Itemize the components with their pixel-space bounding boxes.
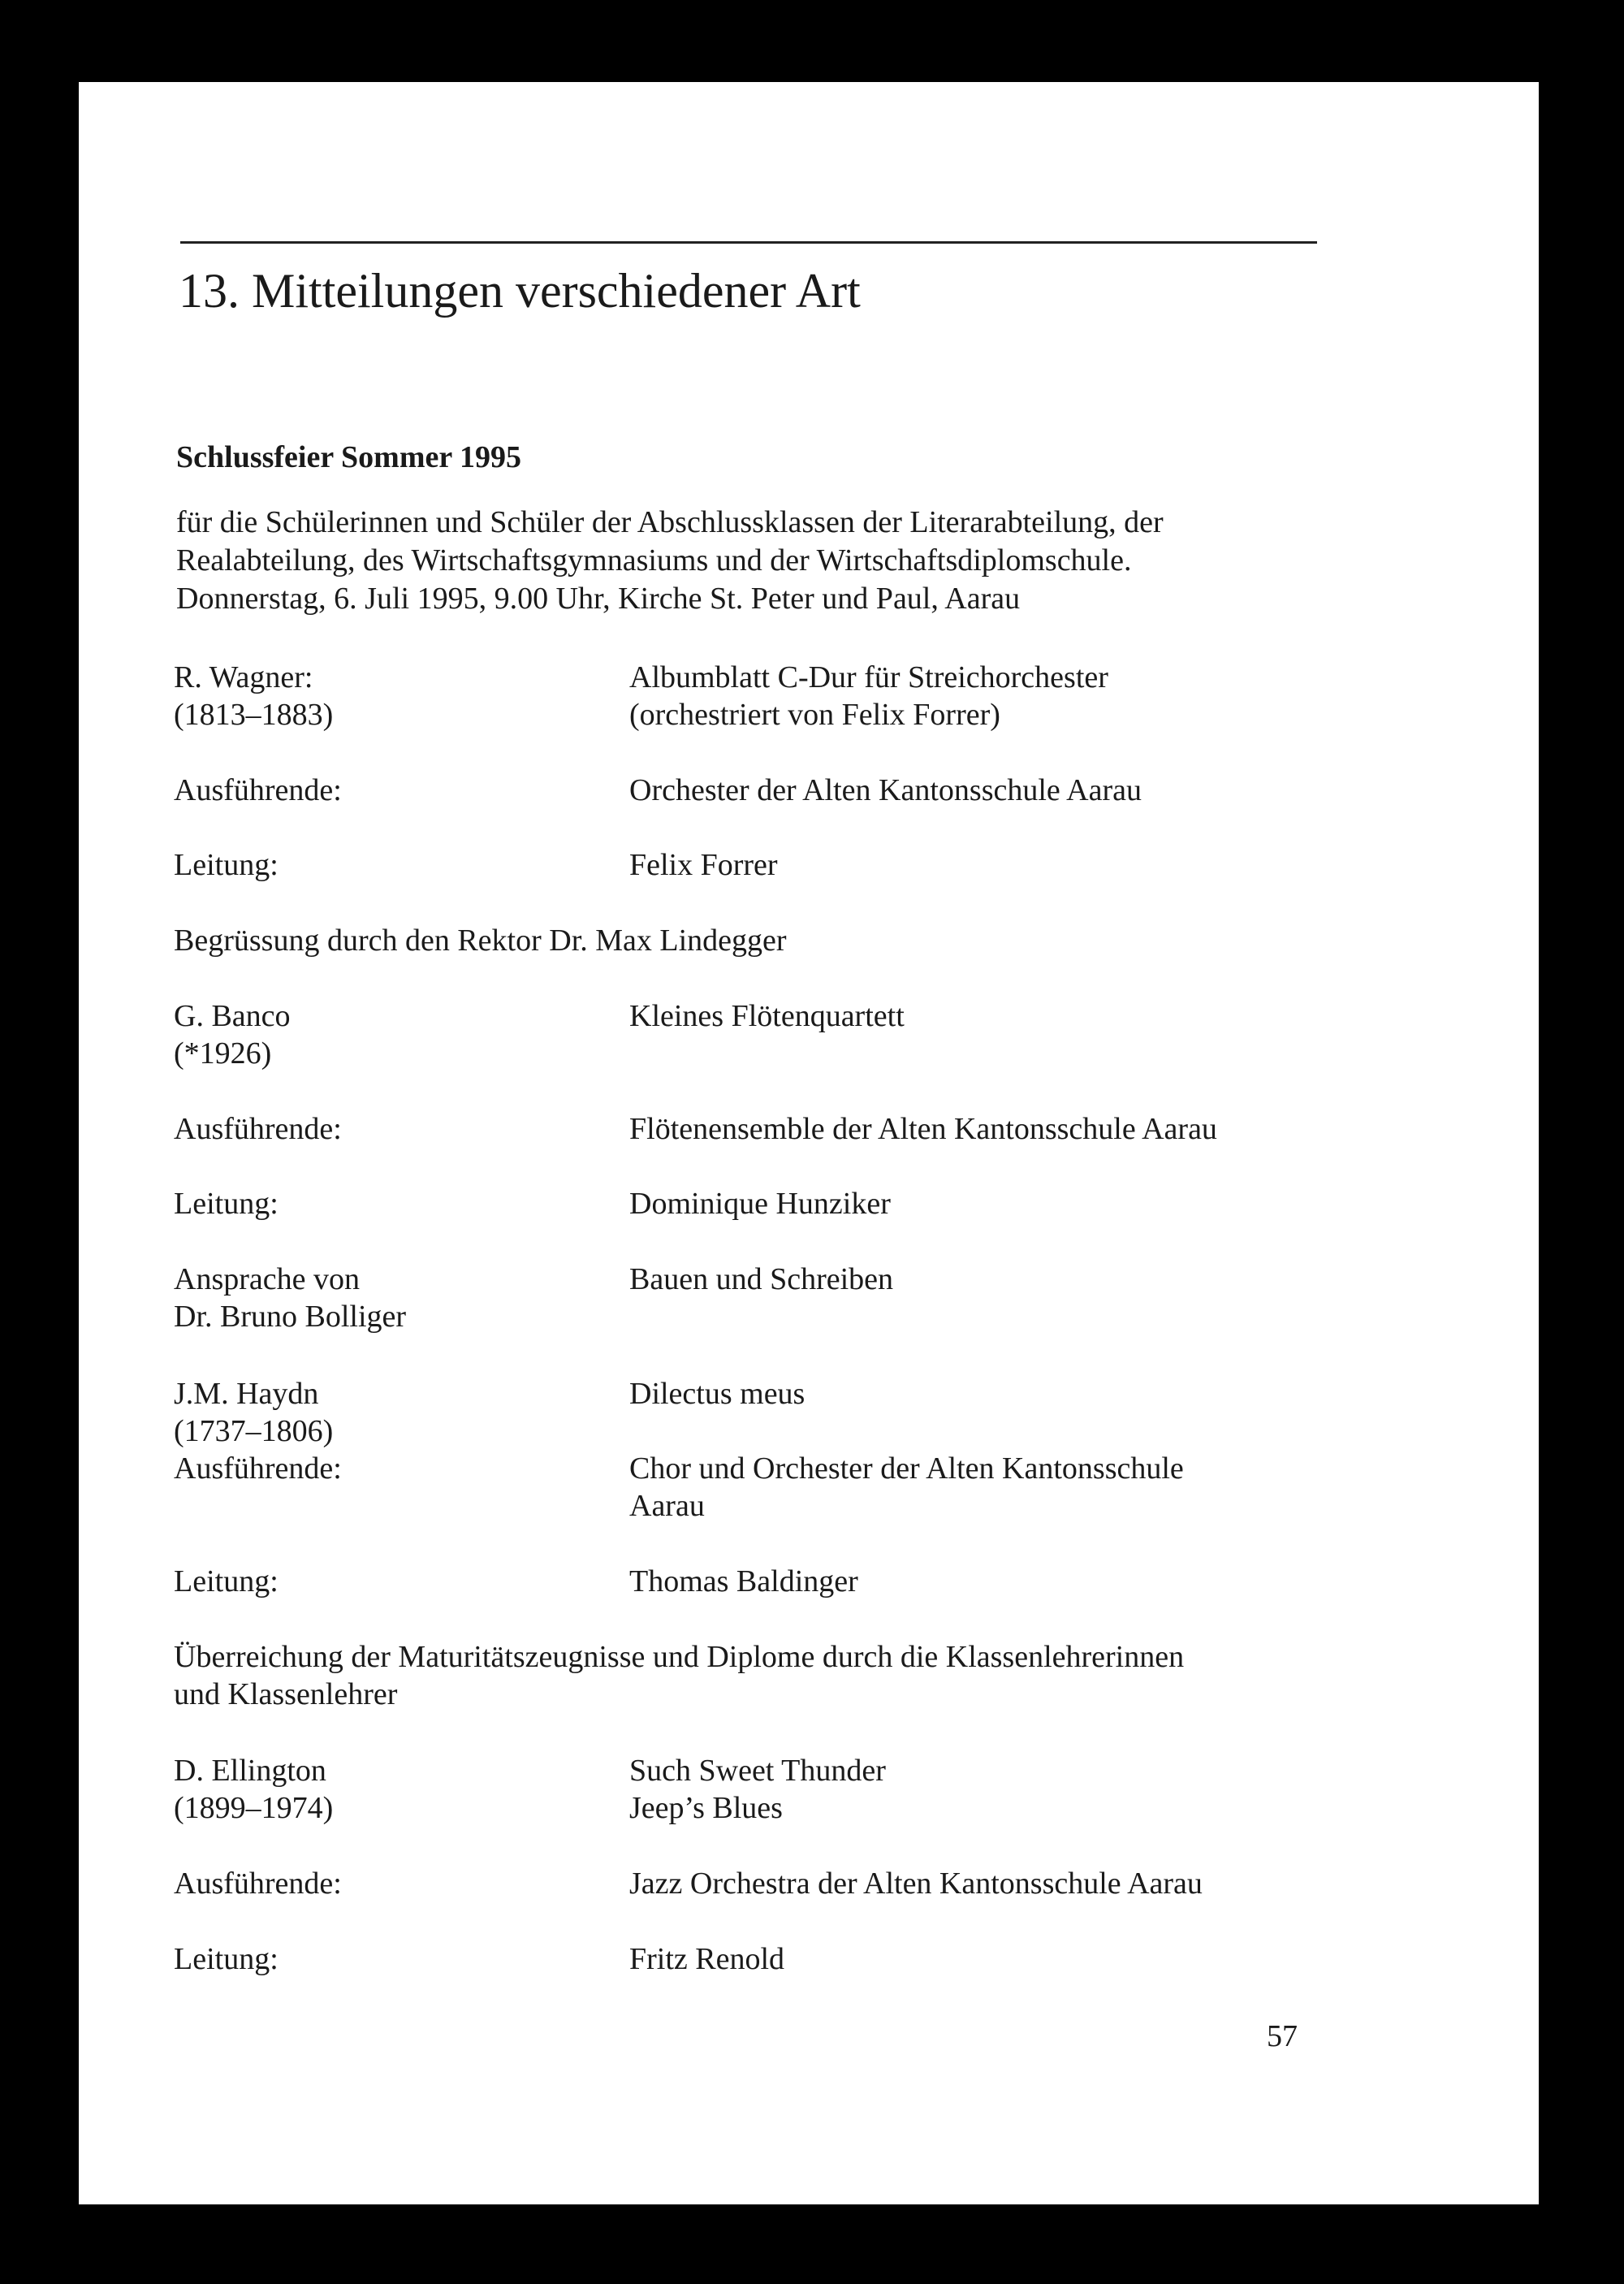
work-note: (orchestriert von Felix Forrer) xyxy=(629,698,1000,732)
ceremony-line: Überreichung der Maturitätszeugnisse und Diplome durch die Klassenlehrerinnen xyxy=(174,1640,1185,1674)
work-title: Such Sweet Thunder xyxy=(629,1754,886,1788)
performers: Jazz Orchestra der Alten Kantonsschule Aarau xyxy=(629,1867,1203,1901)
performers-label: Ausführende: xyxy=(174,773,342,807)
performers-label: Ausführende: xyxy=(174,1112,342,1146)
ceremony-line: und Klassenlehrer xyxy=(174,1677,398,1711)
composer-dates: (1813–1883) xyxy=(174,698,334,732)
composer-name: J.M. Haydn xyxy=(174,1377,319,1411)
performers-continued: Aarau xyxy=(629,1489,705,1523)
composer-name: D. Ellington xyxy=(174,1754,326,1788)
conductor-label: Leitung: xyxy=(174,1942,279,1976)
page-number: 57 xyxy=(1267,2019,1298,2053)
conductor-label: Leitung: xyxy=(174,1187,279,1221)
composer-dates: (1899–1974) xyxy=(174,1791,334,1825)
work-title: Albumblatt C-Dur für Streichorchester xyxy=(629,660,1108,694)
performers: Flötenensemble der Alten Kantonsschule Aarau xyxy=(629,1112,1217,1146)
composer-dates: (1737–1806) xyxy=(174,1414,334,1448)
speech-label: Ansprache von xyxy=(174,1262,360,1296)
performers-label: Ausführende: xyxy=(174,1451,342,1486)
conductor: Dominique Hunziker xyxy=(629,1187,891,1221)
composer-name: R. Wagner: xyxy=(174,660,313,694)
conductor: Fritz Renold xyxy=(629,1942,785,1976)
speaker-name: Dr. Bruno Bolliger xyxy=(174,1300,407,1334)
work-title: Dilectus meus xyxy=(629,1377,806,1411)
header-rule xyxy=(180,241,1317,244)
intro-line: für die Schülerinnen und Schüler der Abschlussklassen der Literarabteilung, der xyxy=(176,505,1164,539)
performers: Chor und Orchester der Alten Kantonsschule xyxy=(629,1451,1184,1486)
speech-title: Bauen und Schreiben xyxy=(629,1262,894,1296)
conductor: Thomas Baldinger xyxy=(629,1564,858,1598)
composer-dates: (*1926) xyxy=(174,1036,272,1071)
conductor: Felix Forrer xyxy=(629,848,778,882)
greeting-line: Begrüssung durch den Rektor Dr. Max Lindegger xyxy=(174,924,787,958)
work-title: Jeep’s Blues xyxy=(629,1791,783,1825)
intro-line: Donnerstag, 6. Juli 1995, 9.00 Uhr, Kirche St. Peter und Paul, Aarau xyxy=(176,582,1021,616)
composer-name: G. Banco xyxy=(174,999,291,1033)
performers: Orchester der Alten Kantonsschule Aarau xyxy=(629,773,1142,807)
intro-line: Realabteilung, des Wirtschaftsgymnasiums und der Wirtschaftsdiplomschule. xyxy=(176,543,1132,577)
section-title: Schlussfeier Sommer 1995 xyxy=(176,440,522,474)
work-title: Kleines Flötenquartett xyxy=(629,999,905,1033)
conductor-label: Leitung: xyxy=(174,848,279,882)
conductor-label: Leitung: xyxy=(174,1564,279,1598)
chapter-title: 13. Mitteilungen verschiedener Art xyxy=(179,264,861,318)
performers-label: Ausführende: xyxy=(174,1867,342,1901)
